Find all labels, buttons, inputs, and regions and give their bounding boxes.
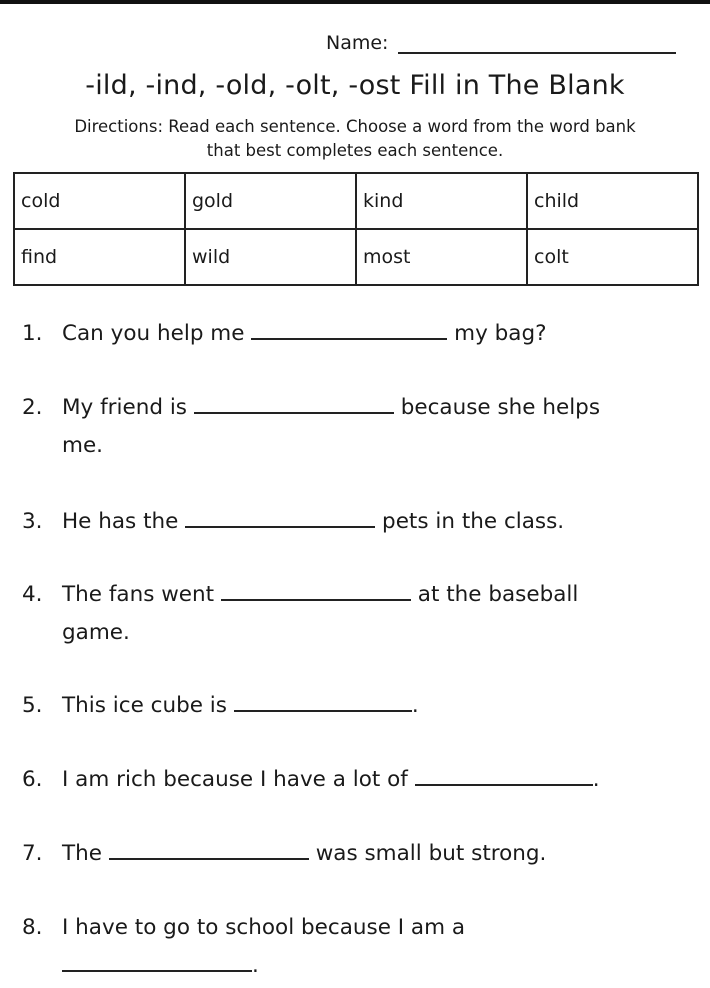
directions-line-1: Directions: Read each sentence. Choose a word from the word bank: [74, 117, 636, 136]
word-bank-cell: cold: [14, 173, 185, 229]
question-number: 3.: [22, 509, 43, 534]
answer-blank[interactable]: [194, 390, 394, 414]
question-text-before: I am rich because I have a lot of: [62, 767, 408, 792]
word-bank-cell: colt: [527, 229, 698, 285]
answer-blank[interactable]: [221, 577, 411, 601]
answer-blank[interactable]: [62, 948, 252, 972]
question-number: 7.: [22, 841, 43, 866]
name-blank-line[interactable]: [398, 34, 676, 54]
question-text-before: The fans went: [62, 582, 215, 607]
question-text-after: my bag?: [454, 321, 547, 346]
question-text-after: at the baseball: [417, 582, 579, 607]
question-text-after: because she helps: [400, 395, 601, 420]
question-text-before: I have to go to school because I am a: [62, 915, 466, 940]
answer-blank[interactable]: [415, 762, 593, 786]
word-bank-cell: most: [356, 229, 527, 285]
answer-blank[interactable]: [109, 836, 309, 860]
question-text-continued: game.: [62, 620, 130, 645]
question-number: 4.: [22, 582, 43, 607]
word-bank-row: [14, 173, 698, 229]
answer-blank[interactable]: [185, 504, 375, 528]
top-border: [0, 0, 710, 4]
name-field: [326, 32, 676, 54]
directions: [4, 115, 706, 163]
question-text-after: pets in the class.: [382, 509, 565, 534]
question-number: 2.: [22, 395, 43, 420]
word-bank-cell: kind: [356, 173, 527, 229]
word-bank-cell: find: [14, 229, 185, 285]
word-bank-table: [13, 172, 699, 286]
question-text-before: My friend is: [62, 395, 188, 420]
name-label: Name:: [326, 32, 389, 54]
question-text-after: .: [252, 953, 259, 978]
word-bank-cell: child: [527, 173, 698, 229]
question-text-after: .: [411, 693, 419, 718]
word-bank-cell: wild: [185, 229, 356, 285]
question-text-after: .: [592, 767, 600, 792]
question-number: 8.: [22, 915, 43, 940]
word-bank-cell: gold: [185, 173, 356, 229]
question-text-before: He has the: [62, 509, 179, 534]
question-number: 6.: [22, 767, 43, 792]
question-text-before: This ice cube is: [62, 693, 227, 718]
word-bank-row: [14, 229, 698, 285]
question-text-before: Can you help me: [62, 321, 245, 346]
question-text-before: The: [62, 841, 102, 866]
worksheet-title: -ild, -ind, -old, -olt, -ost Fill in The Blank: [85, 70, 625, 101]
answer-blank[interactable]: [251, 316, 447, 340]
question-text-after: was small but strong.: [315, 841, 547, 866]
question-number: 1.: [22, 321, 43, 346]
question-number: 5.: [22, 693, 43, 718]
directions-line-2: that best completes each sentence.: [206, 141, 504, 160]
question-text-continued: me.: [62, 433, 104, 458]
answer-blank[interactable]: [234, 688, 412, 712]
